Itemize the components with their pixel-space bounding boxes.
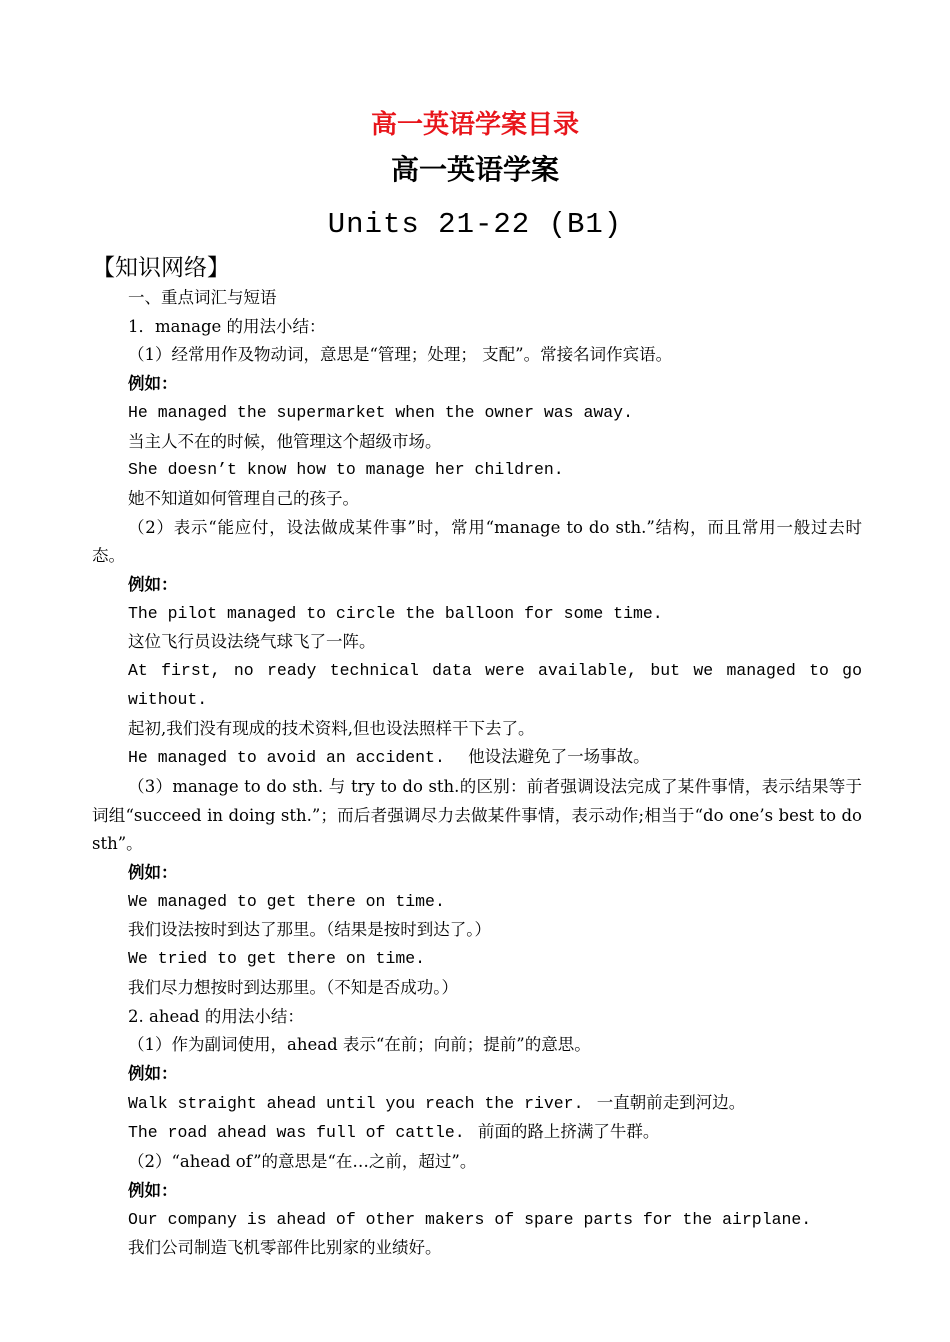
example-pair [92, 1089, 862, 1119]
item2-paragraph-2: （2）“ahead of”的意思是“在…之前，超过”。 [128, 1152, 477, 1172]
example-english: We managed to get there on time. [128, 891, 445, 911]
example-label: 例如： [128, 863, 178, 883]
item1-title: 1．manage 的用法小结： [128, 316, 326, 336]
example-label: 例如： [128, 1180, 178, 1200]
example-label: 例如： [128, 575, 178, 595]
example-english: Walk straight ahead until you reach the river. [128, 1093, 584, 1113]
item1-paragraph-3: （3）manage to do sth. 与 try to do sth.的区别：前者强调设法完成了某件事情，表示结果等于词组“succeed in doing sth.”；而后者强调尽力去做某件事情，表示动作;相当于“do one’s best to do sth”。 [92, 776, 862, 854]
item2-title: 2. ahead 的用法小结： [128, 1006, 304, 1026]
item2-paragraph-1: （1）作为副词使用，ahead 表示“在前；向前；提前”的意思。 [128, 1035, 591, 1055]
example-chinese: 这位飞行员设法绕气球飞了一阵。 [128, 632, 376, 652]
example-chinese: 前面的路上挤满了牛群。 [477, 1122, 660, 1142]
example-chinese: 他设法避免了一场事故。 [468, 747, 650, 767]
example-english: He managed the supermarket when the owner was away. [128, 402, 633, 422]
example-pair [92, 1118, 862, 1148]
example-english: He managed to avoid an accident. [128, 748, 445, 768]
example-chinese: 我们公司制造飞机零部件比别家的业绩好。 [128, 1238, 442, 1258]
example-english: We tried to get there on time. [128, 949, 426, 969]
example-chinese: 她不知道如何管理自己的孩子。 [128, 488, 359, 508]
section-heading: 【知识网络】 [92, 255, 230, 281]
subheading: 一、重点词汇与短语 [128, 288, 277, 307]
item1-paragraph-2: （2）表示“能应付，设法做成某件事”时，常用“manage to do sth.”结构，而且常用一般过去时态。 [92, 517, 862, 566]
example-chinese: 一直朝前走到河边。 [596, 1092, 746, 1112]
document-body [92, 284, 862, 1263]
main-title: 高一英语学案 [390, 153, 559, 186]
item1-paragraph-1: （1）经常用作及物动词，意思是“管理；处理； 支配”。常接名词作宾语。 [128, 345, 673, 365]
example-chinese: 起初,我们没有现成的技术资料,但也设法照样干下去了。 [128, 718, 535, 738]
example-chinese: 当主人不在的时候，他管理这个超级市场。 [128, 431, 442, 451]
units-title: Units 21-22 (B1) [327, 208, 623, 241]
example-pair [92, 743, 862, 773]
example-english: The pilot managed to circle the balloon for some time. [128, 603, 663, 623]
catalog-title: 高一英语学案目录 [370, 110, 579, 140]
example-english: The road ahead was full of cattle. [128, 1123, 465, 1143]
example-english: She doesn’t know how to manage her children. [128, 460, 564, 480]
example-label: 例如： [128, 374, 178, 394]
example-english: Our company is ahead of other makers of spare parts for the airplane. [128, 1209, 812, 1229]
example-label: 例如： [128, 1063, 178, 1083]
example-chinese: 我们设法按时到达了那里。（结果是按时到达了。） [128, 920, 491, 940]
example-chinese: 我们尽力想按时到达那里。（不知是否成功。） [128, 977, 458, 997]
example-english: At first, no ready technical data were available, but we managed to go without. [128, 661, 862, 709]
